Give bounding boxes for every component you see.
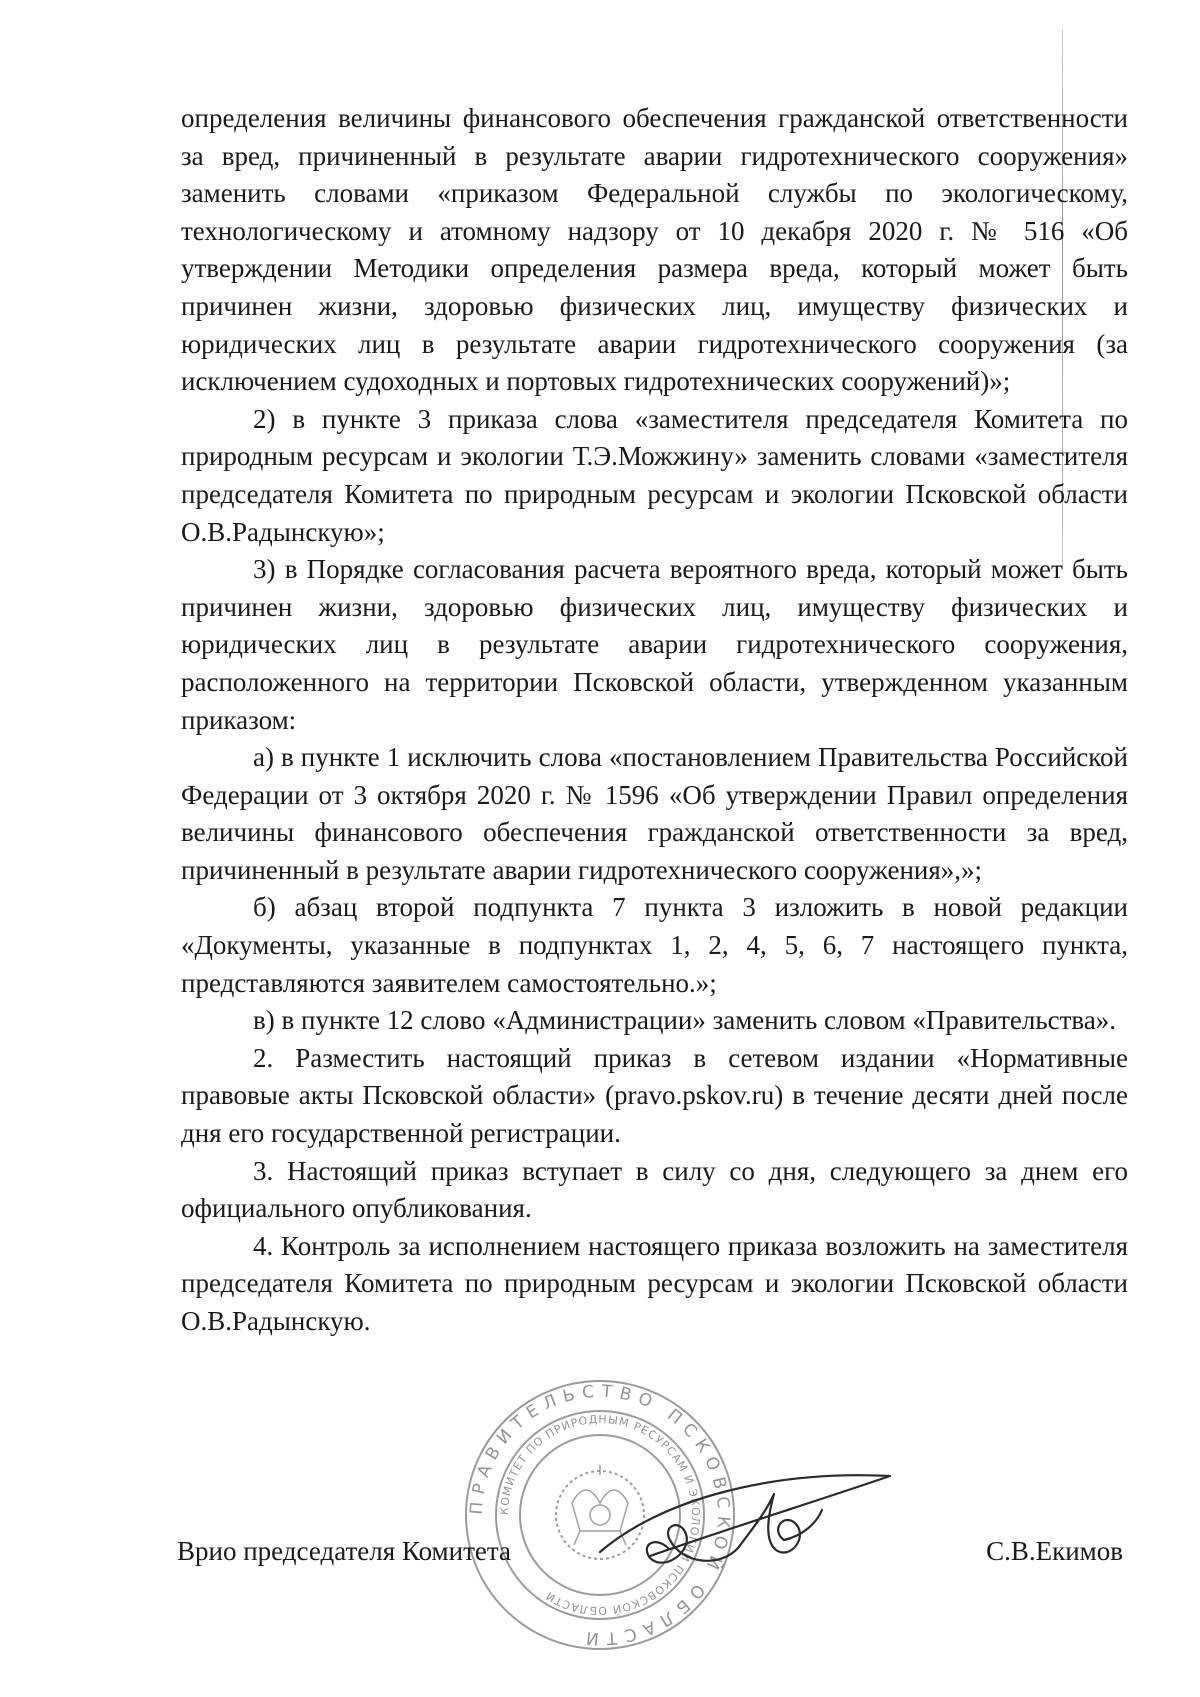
signer-name: С.В.Екимов <box>986 1536 1123 1566</box>
paragraph-item-2: 2) в пункте 3 приказа слова «заместителя председателя Комитета по природным ресурсам и экологии Т.Э.Можжину» заменить словами «заместителя председателя Комитета по природным ресурсам и экологии Псковской области О.В.Радынскую»; <box>181 403 1128 547</box>
paragraph-subitem-v: в) в пункте 12 слово «Администрации» заменить словом «Правительства». <box>253 1005 1117 1036</box>
paragraph-clause-3: 3. Настоящий приказ вступает в силу со дня, следующего за днем его официального опубликования. <box>181 1155 1128 1224</box>
paragraph-clause-2: 2. Разместить настоящий приказ в сетевом издании «Нормативные правовые акты Псковской области» (pravo.pskov.ru) в течение десяти дней после дня его государственной регистрации. <box>181 1042 1128 1149</box>
paragraph-continuation: определения величины финансового обеспечения гражданской ответственности за вред, причиненный в результате аварии гидротехнического сооружения» заменить словами «приказом Федеральной службы по экологическому, технологическому и атомному надзору от 10 декабря 2020 г. № 516 «Об утверждении Методики определения размера вреда, который может быть причинен жизни, здоровью физических лиц, имуществу физических и юридических лиц в результате аварии гидротехнического сооружения (за исключением судоходных и портовых гидротехнических сооружений)»; <box>181 103 1128 397</box>
seal-inner-text: КОМИТЕТ ПО ПРИРОДНЫМ РЕСУРСАМ И ЭКОЛОГИИ ПСКОВСКОЙ ОБЛАСТИ <box>497 1412 703 1618</box>
signer-position: Врио председателя Комитета <box>177 1536 511 1566</box>
handwritten-signature <box>570 1440 900 1590</box>
paragraph-item-3: 3) в Порядке согласования расчета вероятного вреда, который может быть причинен жизни, здоровью физических лиц, имуществу физических и юридических лиц в результате аварии гидротехнического сооружения, расположенного на территории Псковской области, утвержденном указанным приказом: <box>181 554 1128 735</box>
paragraph-subitem-b: б) абзац второй подпункта 7 пункта 3 изложить в новой редакции «Документы, указанные в подпунктах 1, 2, 4, 5, 6, 7 настоящего пункта, представляются заявителем самостоятельно.»; <box>181 892 1128 998</box>
seal-outer-text: ПРАВИТЕЛЬСТВО ПСКОВСКОЙ ОБЛАСТИ <box>466 1381 734 1649</box>
paragraph-clause-4: 4. Контроль за исполнением настоящего приказа возложить на заместителя председателя Комитета по природным ресурсам и экологии Псковской области О.В.Радынскую. <box>181 1230 1128 1336</box>
document-body <box>181 100 1128 1341</box>
paragraph-subitem-a: а) в пункте 1 исключить слова «постановлением Правительства Российской Федерации от 3 октября 2020 г. № 1596 «Об утверждении Правил определения величины финансового обеспечения гражданской ответственности за вред, причиненный в результате аварии гидротехнического сооружения»,»; <box>181 742 1128 885</box>
